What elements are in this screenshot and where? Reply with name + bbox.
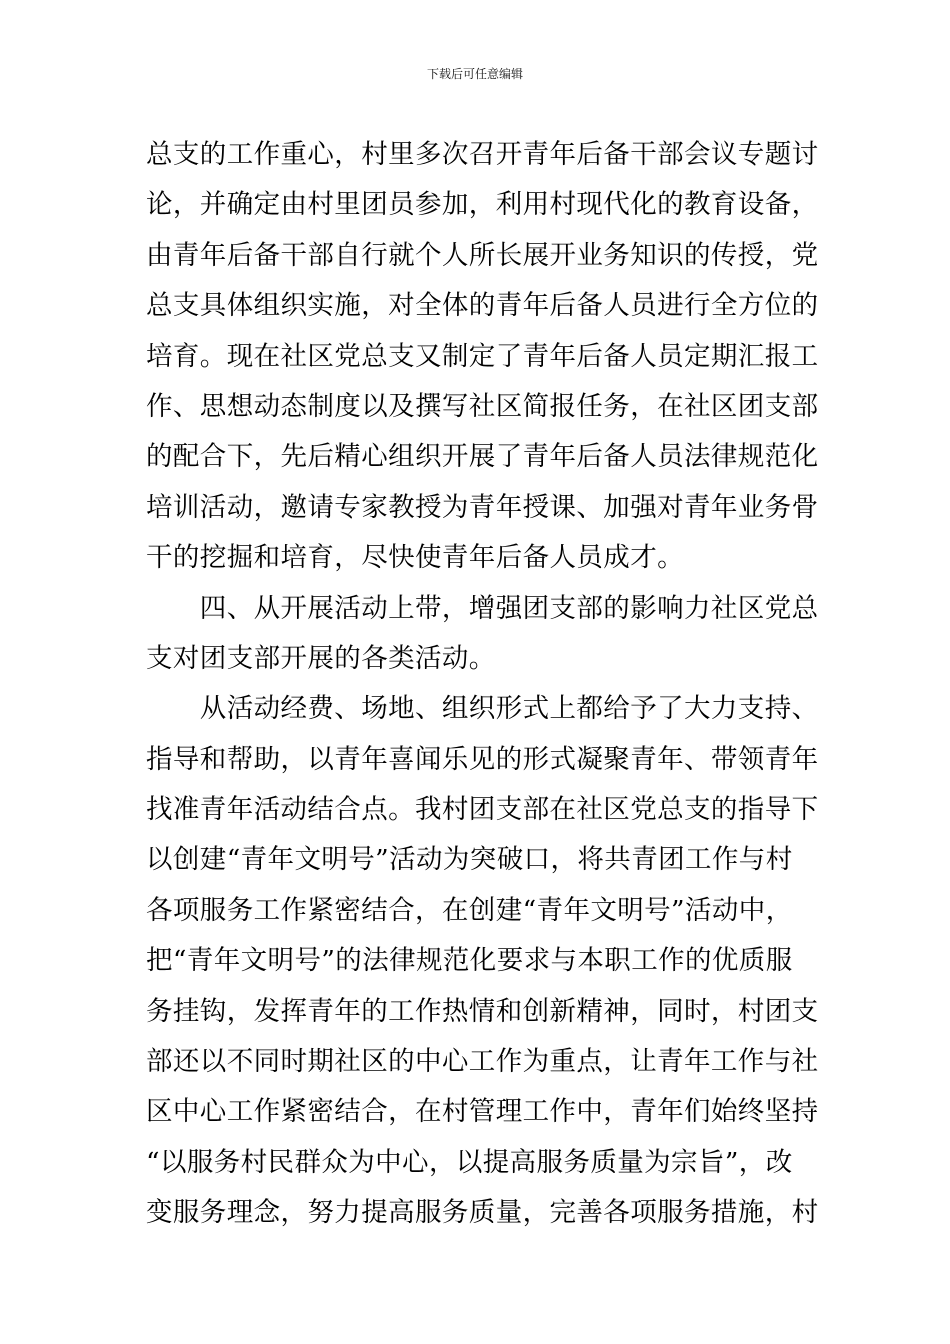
- text-line: 的配合下，先后精心组织开展了青年后备人员法律规范化: [146, 441, 819, 473]
- text-line: 务挂钩，发挥青年的工作热情和创新精神，同时，村团支: [146, 995, 819, 1027]
- text-line: 以创建“青年文明号”活动为突破口，将共青团工作与村: [146, 844, 793, 876]
- text-line: 支对团支部开展的各类活动。: [146, 642, 496, 674]
- document-body: [146, 130, 819, 1239]
- text-line: 培训活动，邀请专家教授为青年授课、加强对青年业务骨: [146, 491, 819, 523]
- text-line: 指导和帮助，以青年喜闻乐见的形式凝聚青年、带领青年: [146, 743, 819, 775]
- header-note: 下载后可任意编辑: [426, 67, 523, 81]
- text-line: 培育。现在社区党总支又制定了青年后备人员定期汇报工: [146, 340, 819, 372]
- text-line: 各项服务工作紧密结合，在创建“青年文明号”活动中，: [146, 894, 793, 926]
- text-line: 部还以不同时期社区的中心工作为重点，让青年工作与社: [146, 1046, 819, 1078]
- text-line: 论，并确定由村里团员参加，利用村现代化的教育设备，: [146, 189, 819, 221]
- text-line: 总支具体组织实施，对全体的青年后备人员进行全方位的: [146, 290, 819, 322]
- text-line: 总支的工作重心，村里多次召开青年后备干部会议专题讨: [146, 139, 819, 170]
- text-line: “以服务村民群众为中心，以提高服务质量为宗旨”，改: [146, 1146, 793, 1178]
- text-line: 从活动经费、场地、组织形式上都给予了大力支持、: [146, 693, 819, 725]
- text-line: 找准青年活动结合点。我村团支部在社区党总支的指导下: [146, 794, 819, 826]
- text-line: 把“青年文明号”的法律规范化要求与本职工作的优质服: [146, 945, 793, 977]
- text-line: 作、思想动态制度以及撰写社区简报任务，在社区团支部: [146, 390, 819, 422]
- text-line: 区中心工作紧密结合，在村管理工作中，青年们始终坚持: [146, 1096, 819, 1128]
- text-line: 变服务理念，努力提高服务质量，完善各项服务措施，村: [146, 1197, 819, 1229]
- text-line: 由青年后备干部自行就个人所长展开业务知识的传授，党: [146, 239, 819, 271]
- text-line: 干的挖掘和培育，尽快使青年后备人员成才。: [146, 542, 684, 574]
- text-line: 四、从开展活动上带，增强团支部的影响力社区党总: [146, 592, 819, 624]
